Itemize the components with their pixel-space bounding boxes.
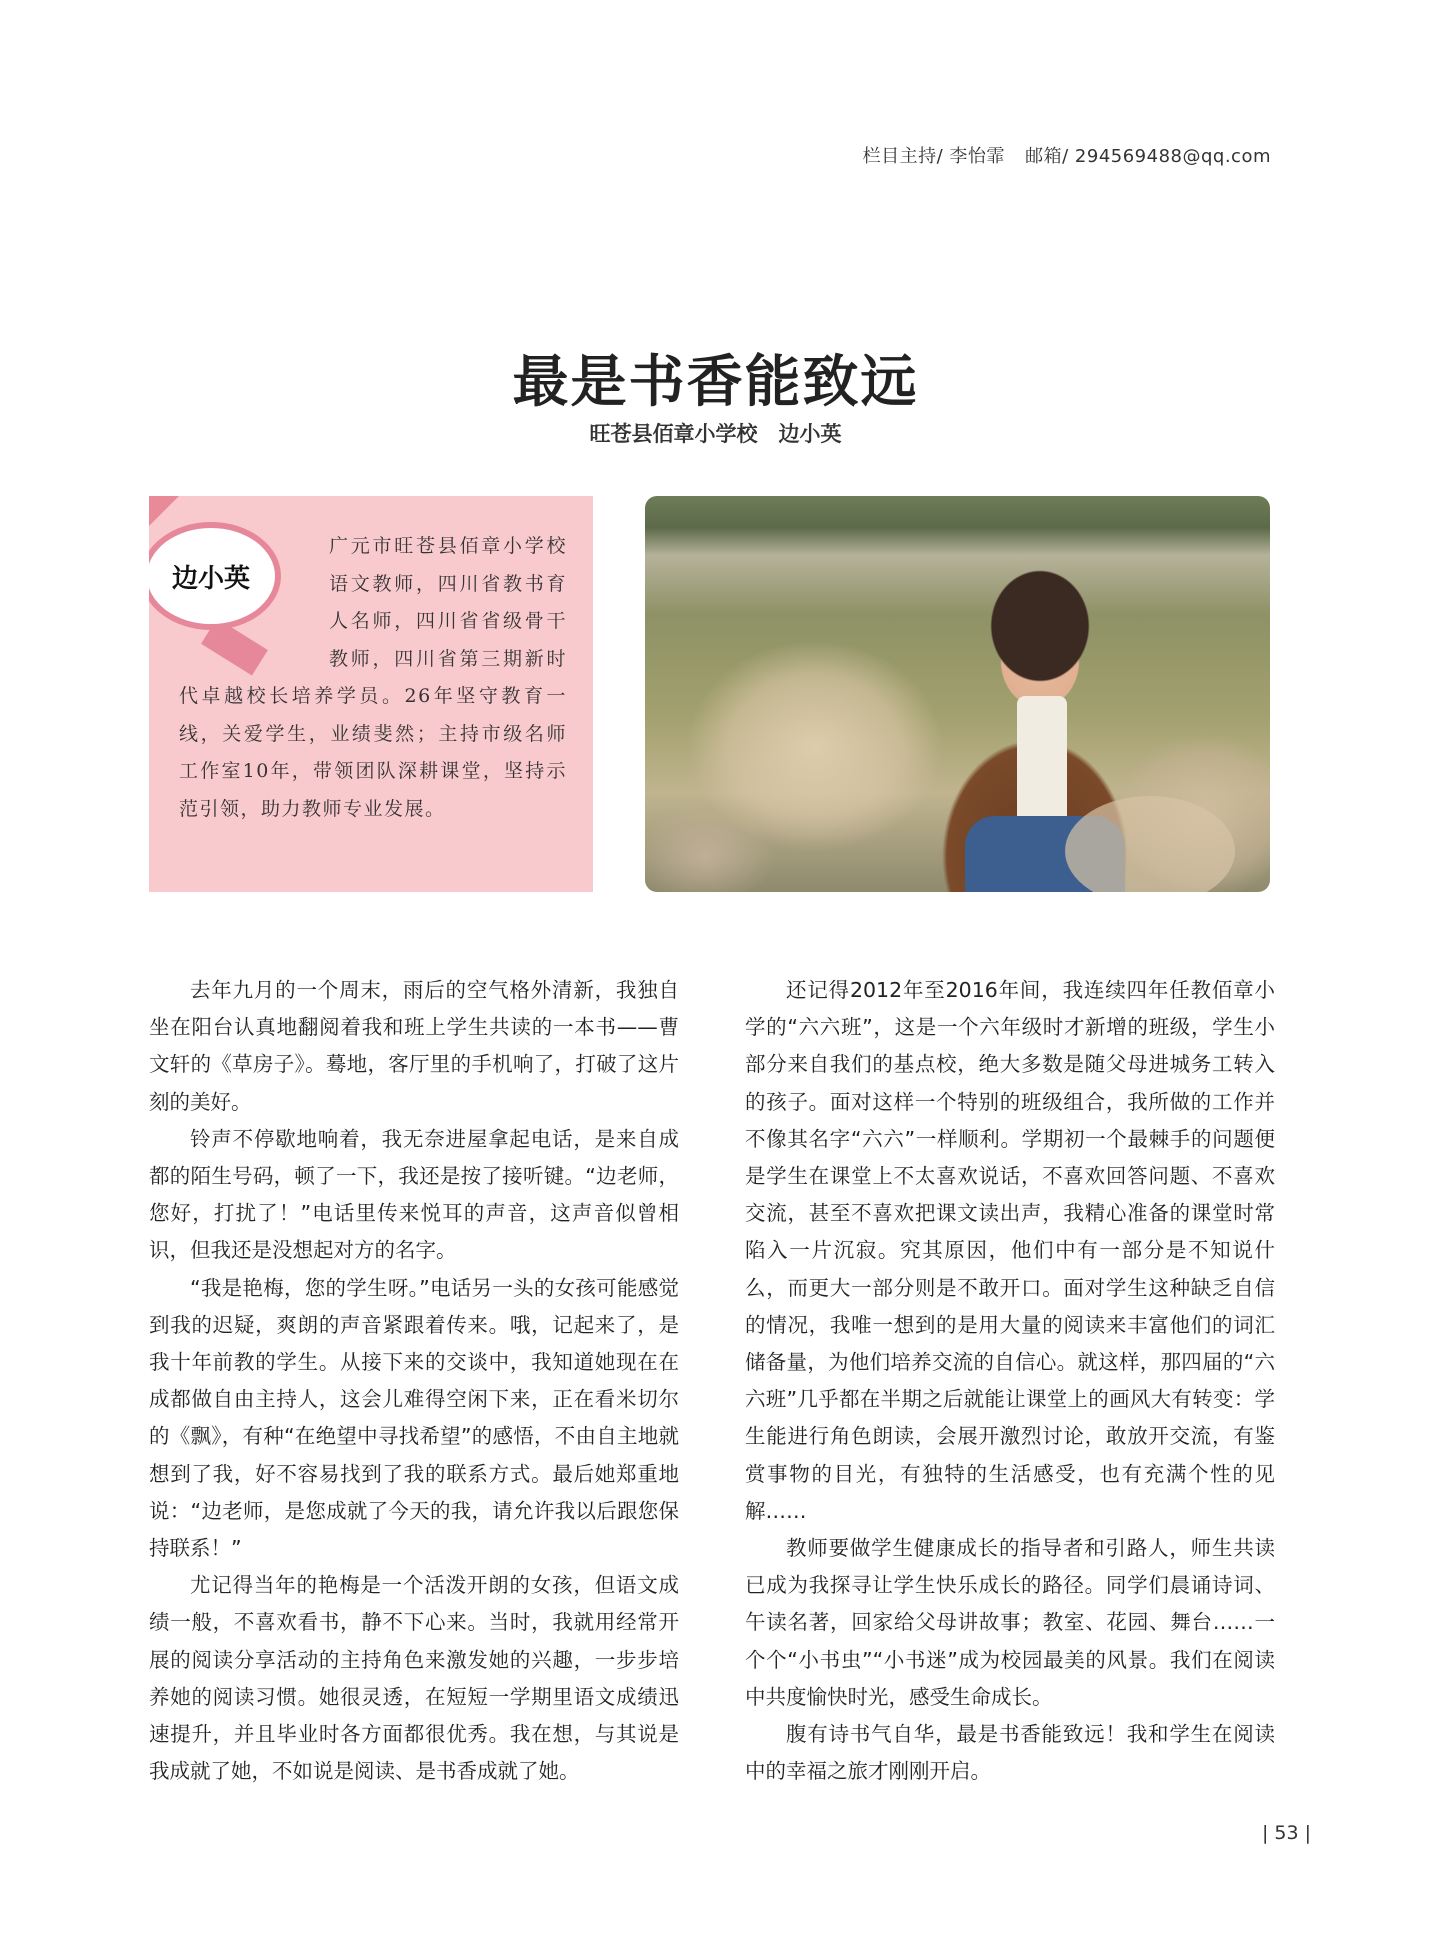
paragraph: 教师要做学生健康成长的指导者和引路人，师生共读已成为我探寻让学生快乐成长的路径。同学们晨诵诗词、午读名著，回家给父母讲故事；教室、花园、舞台……一个个“小书虫”“小书迷”成为校园最美的风景。我们在阅读中共度愉快时光，感受生命成长。 [745,1536,1275,1709]
article-column-left [149,972,679,1790]
paragraph: 尤记得当年的艳梅是一个活泼开朗的女孩，但语文成绩一般，不喜欢看书，静不下心来。当时，我就用经常开展的阅读分享活动的主持角色来激发她的兴趣，一步步培养她的阅读习惯。她很灵透，在短短一学期里语文成绩迅速提升，并且毕业时各方面都很优秀。我在想，与其说是我成就了她，不如说是阅读、是书香成就了她。 [149,1573,679,1784]
paragraph: 去年九月的一个周末，雨后的空气格外清新，我独自坐在阳台认真地翻阅着我和班上学生共读的一本书——曹文轩的《草房子》。蓦地，客厅里的手机响了，打破了这片刻的美好。 [149,978,679,1114]
author-name-badge: 边小英 [149,522,281,630]
column-email: 邮箱/ 294569488@qq.com [1025,146,1271,167]
bio-corner-decoration [149,496,179,526]
author-bio-box [149,496,593,892]
author-bio-text-wrap [179,528,567,828]
paragraph: 还记得2012年至2016年间，我连续四年任教佰章小学的“六六班”，这是一个六年级时才新增的班级，学生小部分来自我们的基点校，绝大多数是随父母进城务工转入的孩子。面对这样一个特别的班级组合，我所做的工作并不像其名字“六六”一样顺利。学期初一个最棘手的问题便是学生在课堂上不太喜欢说话，不喜欢回答问题、不喜欢交流，甚至不喜欢把课文读出声，我精心准备的课堂时常陷入一片沉寂。究其原因，他们中有一部分是不知说什么，而更大一部分则是不敢开口。面对学生这种缺乏自信的情况，我唯一想到的是用大量的阅读来丰富他们的词汇储备量，为他们培养交流的自信心。就这样，那四届的“六六班”几乎都在半期之后就能让课堂上的画风大有转变：学生能进行角色朗读，会展开激烈讨论，敢放开交流，有鉴赏事物的目光，有独特的生活感受，也有充满个性的见解…… [745,978,1275,1523]
author-photo [645,496,1270,892]
paragraph: 腹有诗书气自华，最是书香能致远！我和学生在阅读中的幸福之旅才刚刚开启。 [745,1722,1275,1784]
paragraph: 铃声不停歇地响着，我无奈进屋拿起电话，是来自成都的陌生号码，顿了一下，我还是按了接听键。“边老师，您好，打扰了！”电话里传来悦耳的声音，这声音似曾相识，但我还是没想起对方的名字。 [149,1126,679,1263]
author-bio-text: 广元市旺苍县佰章小学校语文教师，四川省教书育人名师，四川省省级骨干教师，四川省第三期新时代卓越校长培养学员。26年坚守教育一线，关爱学生，业绩斐然；主持市级名师工作室10年，带领团队深耕课堂，坚持示范引领，助力教师专业发展。 [179,535,567,820]
article-title: 最是书香能致远 [512,350,919,415]
article-byline: 旺苍县佰章小学校 边小英 [589,422,842,446]
article-column-right [745,972,1275,1790]
column-host-info [849,142,1271,168]
paragraph: “我是艳梅，您的学生呀。”电话另一头的女孩可能感觉到我的迟疑，爽朗的声音紧跟着传来。哦，记起来了，是我十年前教的学生。从接下来的交谈中，我知道她现在在成都做自由主持人，这会儿难得空闲下来，正在看米切尔的《飘》，有种“在绝望中寻找希望”的感悟，不由自主地就想到了我，好不容易找到了我的联系方式。最后她郑重地说：“边老师，是您成就了今天的我，请允许我以后跟您保持联系！” [149,1275,679,1561]
column-host: 栏目主持/ 李怡霏 [862,146,1005,167]
photo-foreground-blur [1065,796,1235,892]
page-number: | 53 | [1261,1822,1311,1844]
